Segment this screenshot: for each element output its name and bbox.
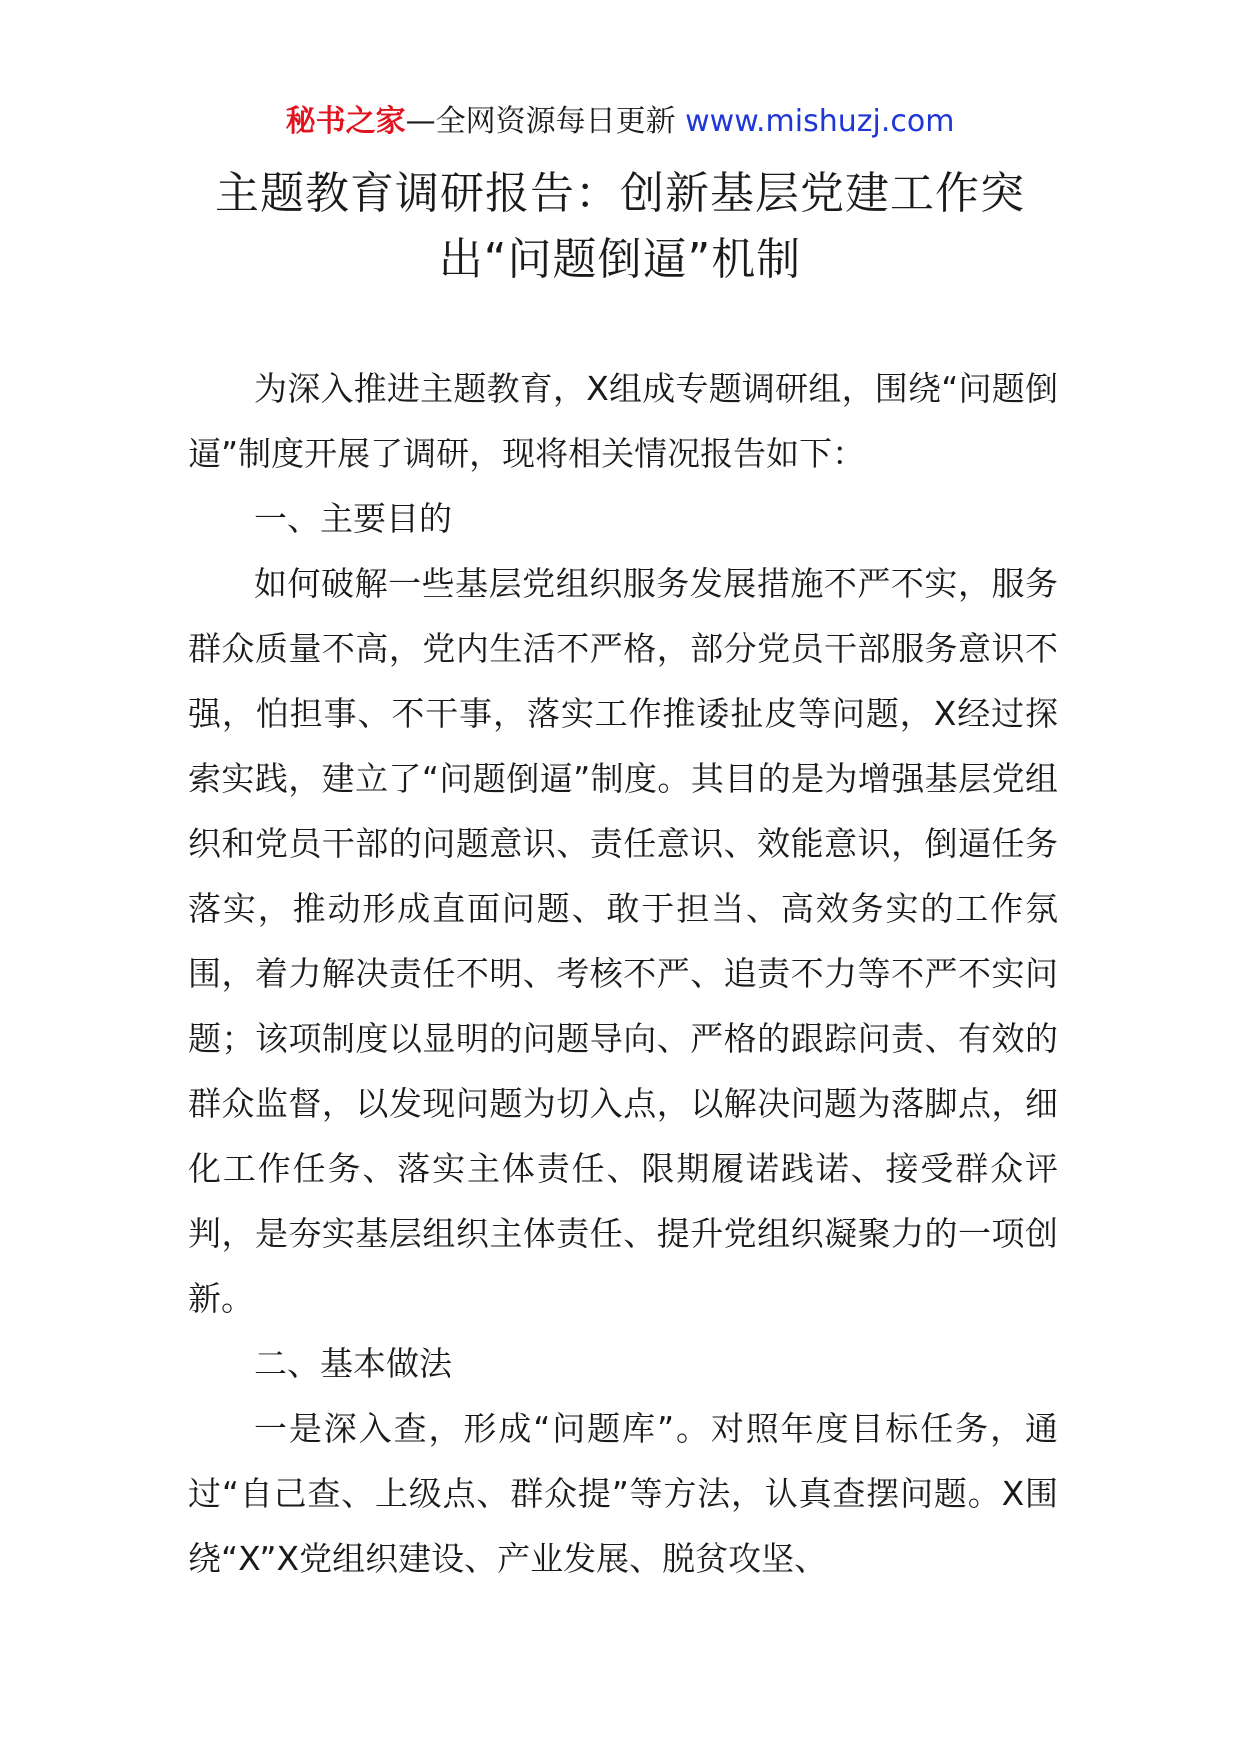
document-body (188, 356, 1058, 1591)
site-url: www.mishuzj.com (685, 104, 955, 139)
site-header (0, 102, 1240, 142)
section-heading-1: 一、主要目的 (254, 499, 452, 538)
paragraph-intro: 为深入推进主题教育，X组成专题调研组，围绕“问题倒逼”制度开展了调研，现将相关情况报告如下： (188, 369, 1058, 473)
document-title-line-1: 主题教育调研报告：创新基层党建工作突 (215, 168, 1025, 219)
paragraph-method-1: 一是深入查，形成“问题库”。对照年度目标任务，通过“自己查、上级点、群众提”等方法，认真查摆问题。X围绕“X”X党组织建设、产业发展、脱贫攻坚、 (188, 1409, 1058, 1578)
document-title-line-2: 出“问题倒逼”机制 (438, 234, 802, 285)
site-brand: 秘书之家 (285, 104, 406, 139)
section-heading-2: 二、基本做法 (254, 1344, 452, 1383)
site-tagline: —全网资源每日更新 (405, 104, 686, 139)
paragraph-purpose: 如何破解一些基层党组织服务发展措施不严不实，服务群众质量不高，党内生活不严格，部分党员干部服务意识不强，怕担事、不干事，落实工作推诿扯皮等问题，X经过探索实践，建立了“问题倒逼”制度。其目的是为增强基层党组织和党员干部的问题意识、责任意识、效能意识，倒逼任务落实，推动形成直面问题、敢于担当、高效务实的工作氛围，着力解决责任不明、考核不严、追责不力等不严不实问题；该项制度以显明的问题导向、严格的跟踪问责、有效的群众监督，以发现问题为切入点，以解决问题为落脚点，细化工作任务、落实主体责任、限期履诺践诺、接受群众评判，是夯实基层组织主体责任、提升党组织凝聚力的一项创新。 (188, 564, 1058, 1318)
